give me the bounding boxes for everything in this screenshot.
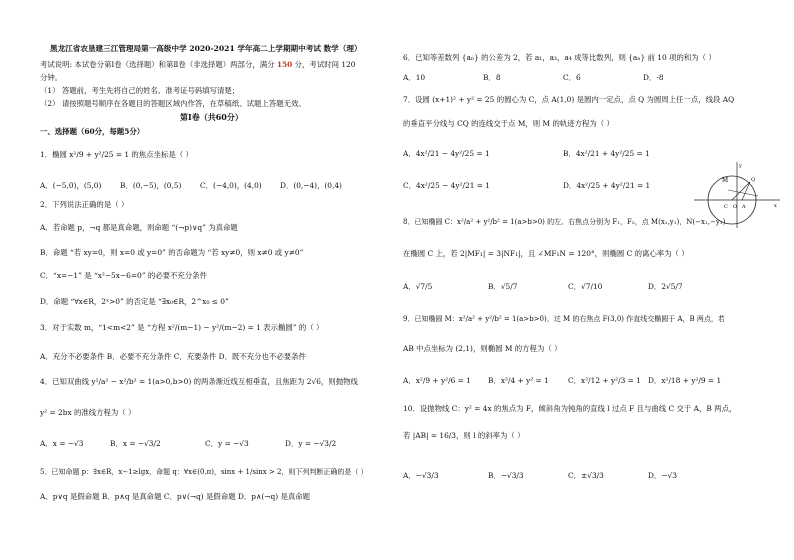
q4-option-a: A．x = −√3 [40,439,84,448]
question-3-stem: 3．对于实数 m，“1<m<2” 是 “方程 x²/(m−1) − y²/(m−2) = 1 表示椭圆” 的（ ） [40,323,324,332]
exam-title: 黑龙江省农垦建三江管理局第一高级中学 2020-2021 学年高二上学期期中考试 数学（理） [50,44,362,53]
question-5-stem: 5．已知命题 p：∃x∈R，x−1≥lgx，命题 q：∀x∈(0,π)，sinx + 1/sinx > 2，则下列判断正确的是（ ） [40,468,368,476]
note-1: （1） 答题前，考生先将自己的姓名、准考证号码填写清楚； [40,86,240,95]
question-8-stem-2: 在椭圆 C 上，若 2|MF₁| = 3|NF₁|，且 ∠MF₁N = 120°，则椭圆 C 的离心率为（ ） [403,249,689,258]
section-title: 一、选择题（60分，每题5分） [40,127,145,136]
q6-option-d: D．-8 [643,73,664,82]
q10-option-d: D．−√3 [648,471,677,480]
label-y: y [739,163,742,169]
question-10-stem: 10．设抛物线 C：y² = 4x 的焦点为 F，倾斜角为钝角的直线 l 过点 F 且与曲线 C 交于 A，B 两点， [403,404,737,413]
q4-option-b: B．x = −√3/2 [110,439,161,448]
q4-option-c: C．y = −√3 [205,439,249,448]
q3-options: A．充分不必要条件 B．必要不充分条件 C．充要条件 D．既不充分也不必要条件 [40,352,306,361]
label-o: O [733,204,738,210]
q7-option-a: A．4x²/21 − 4y²/25 = 1 [403,149,490,158]
label-a: A [742,204,746,210]
label-q: Q [751,177,756,183]
q4-option-d: D．y = −√3/2 [285,439,337,448]
q1-option-c: C．(−4,0)，(4,0) [200,181,262,190]
q2-option-b: B．命题 “若 xy=0，则 x=0 或 y=0” 的否命题为 “若 xy≠0，则 x≠0 或 y≠0” [40,248,304,257]
perpendicular-bisector [728,190,758,196]
question-4-stem-2: y² = 2bx 的准线方程为（ ） [40,408,136,417]
q6-option-b: B．8 [483,73,501,82]
q9-option-d: D．x²/18 + y²/9 = 1 [648,376,722,385]
q1-option-a: A．(−5,0)，(5,0) [40,181,102,190]
q9-option-c: C．x²/12 + y²/3 = 1 [568,376,641,385]
q9-option-b: B．x²/4 + y² = 1 [488,376,549,385]
question-9-stem: 9．已知椭圆 M：x²/a² + y²/b² = 1(a>b>0)，过 M 的右焦点 F(3,0) 作直线交椭圆于 A，B 两点，若 [403,315,725,323]
label-c: C [724,204,728,210]
instructions-line: 考试说明: 本试卷分第Ⅰ卷（选择题）和第Ⅱ卷（非选择题）两部分，满分 150 分，考试时间 120 [40,60,356,69]
q10-option-c: C．±√3/3 [568,471,604,480]
q8-option-b: B．√5/7 [488,282,518,291]
q2-option-a: A．若命题 p，¬q 都是真命题，则命题 “(¬p)∨q” 为真命题 [40,223,238,232]
segment-cq [732,182,750,200]
question-2-stem: 2．下列说法正确的是（ ） [40,200,129,209]
q2-option-d: D．命题 “∀x∈R，2ˣ>0” 的否定是 “∃x₀∈R，2^x₀ ≤ 0” [40,297,229,306]
question-7-stem: 7．设圆 (x+1)² + y² = 25 的圆心为 C，点 A(1,0) 是圆内一定点，点 Q 为圆周上任一点，线段 AQ [403,95,735,104]
q8-option-a: A．√7/5 [403,282,433,291]
label-x: x [774,203,777,209]
question-1-stem: 1．椭圆 x²/9 + y²/25 = 1 的焦点坐标是（ ） [40,150,193,159]
q7-option-b: B．4x²/21 + 4y²/25 = 1 [563,149,650,158]
q7-option-d: D．4x²/25 + 4y²/21 = 1 [563,181,651,190]
q1-option-d: D．(0,−4)，(0,4) [280,181,342,190]
volume-title: 第Ⅰ卷（共60分） [180,112,243,122]
question-6-stem: 6．已知等差数列 {aₙ} 的公差为 2，若 a₁，a₃，a₄ 成等比数列，则 {aₙ} 前 10 项的和为（ ） [403,53,716,62]
question-4-stem: 4．已知双曲线 y²/a² − x²/b² = 1(a>0,b>0) 的两条渐近线互相垂直，且焦距为 2√6，则抛物线 [40,377,358,386]
q6-option-c: C．6 [563,73,581,82]
label-m: M [722,177,729,184]
q6-option-a: A．10 [403,73,426,82]
question-9-stem-2: AB 中点坐标为 (2,1)，则椭圆 M 的方程为（ ） [403,344,562,353]
q7-option-c: C．4x²/25 − 4y²/21 = 1 [403,181,490,190]
q8-option-d: D．2√5/7 [648,282,683,291]
question-8-stem: 8．已知椭圆 C：x²/a² + y²/b² = 1(a>b>0) 的左、右焦点分别为 F₁，F₂，点 M(x₁,y₁)，N(−x₁,−y₁) [403,218,726,226]
question-7-stem-2: 的垂直平分线与 CQ 的连线交于点 M，则 M 的轨迹方程为（ ） [403,119,614,128]
q1-option-b: B．(0,−5)，(0,5) [120,181,182,190]
instructions-line-2: 分钟。 [40,73,63,82]
q2-option-c: C．“x=−1” 是 “x²−5x−6=0” 的必要不充分条件 [40,271,207,280]
q10-option-b: B．−√3/3 [488,471,524,480]
q10-option-a: A．−√3/3 [403,471,439,480]
q9-option-a: A．x²/9 + y²/6 = 1 [403,376,471,385]
question-10-stem-2: 若 |AB| = 16/3，则 l 的斜率为（ ） [403,431,525,440]
segment-aq [742,182,750,200]
q5-options: A．p∨q 是假命题 B．p∧q 是真命题 C．p∨(¬q) 是假命题 D．p∧(¬q) 是真命题 [40,492,311,501]
q8-option-c: C．√7/10 [568,282,603,291]
note-2: （2） 请按照题号顺序在各题目的答题区域内作答，在草稿纸、试题上答题无效。 [40,99,306,108]
